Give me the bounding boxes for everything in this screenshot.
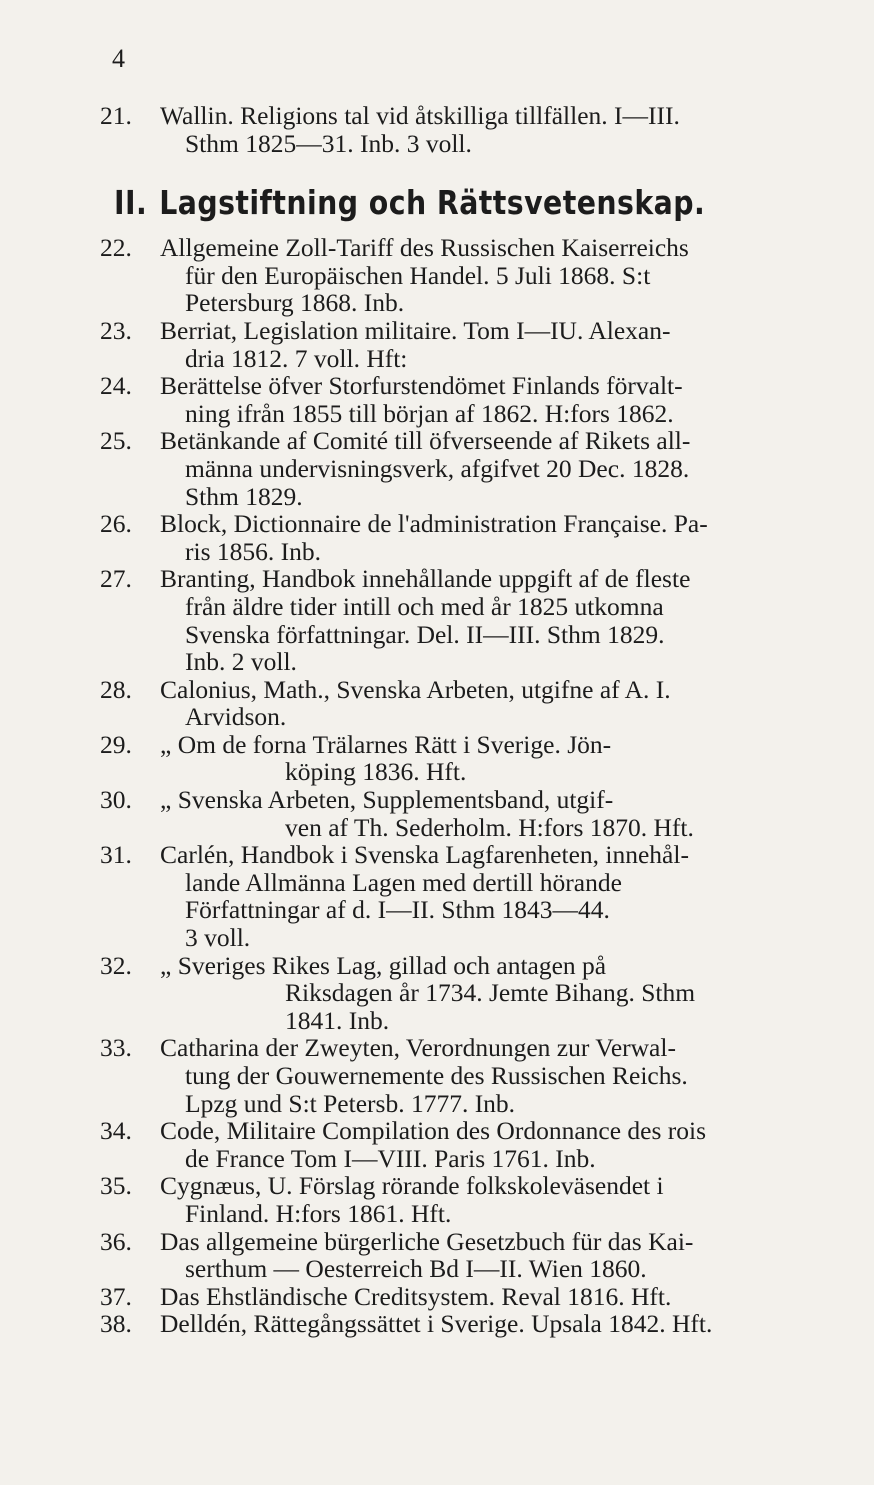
entry-number: 24. <box>100 371 132 401</box>
catalogue-entry-34 <box>100 1117 830 1172</box>
entry-line: Sthm 1829. <box>185 481 303 511</box>
entry-line: 3 voll. <box>185 923 251 953</box>
entry-line: Petersburg 1868. Inb. <box>185 288 405 318</box>
entry-line: Berättelse öfver Storfurstendömet Finlands förvalt- <box>160 371 683 401</box>
entry-line: serthum — Oesterreich Bd I—II. Wien 1860. <box>185 1254 647 1284</box>
entry-line: ning ifrån 1855 till början af 1862. H:fors 1862. <box>185 398 674 428</box>
entry-line: köping 1836. Hft. <box>285 757 467 787</box>
entry-line: „ Om de forna Trälarnes Rätt i Sverige. Jön- <box>160 729 612 759</box>
entry-number: 25. <box>100 426 132 456</box>
entry-number: 33. <box>100 1033 132 1063</box>
section-heading <box>114 183 730 222</box>
entry-line: Finland. H:fors 1861. Hft. <box>185 1198 452 1228</box>
entry-line: Berriat, Legislation militaire. Tom I—IU. Alexan- <box>160 315 671 345</box>
entry-line: Cygnæus, U. Förslag rörande folkskoleväsendet i <box>160 1171 664 1201</box>
catalogue-entry-37 <box>100 1283 830 1311</box>
entry-line: Allgemeine Zoll-Tariff des Russischen Kaiserreichs <box>160 233 689 263</box>
entry-number: 37. <box>100 1281 132 1311</box>
catalogue-entry-23 <box>100 317 830 372</box>
entry-number: 34. <box>100 1116 132 1146</box>
entry-number: 23. <box>100 315 132 345</box>
entry-number: 38. <box>100 1309 132 1339</box>
entry-line: de France Tom I—VIII. Paris 1761. Inb. <box>185 1143 596 1173</box>
catalogue-entry-21 <box>100 102 830 157</box>
section-title: Lagstiftning och Rättsvetenskap. <box>159 183 706 223</box>
entry-number: 31. <box>100 840 132 870</box>
entry-line: Lpzg und S:t Petersb. 1777. Inb. <box>185 1088 516 1118</box>
entry-number: 22. <box>100 233 132 263</box>
entry-line: „ Svenska Arbeten, Supplementsband, utgif- <box>160 785 614 815</box>
entry-number: 32. <box>100 950 132 980</box>
catalogue-entry-33 <box>100 1034 830 1117</box>
entry-line: Delldén, Rättegångssättet i Sverige. Upsala 1842. Hft. <box>160 1309 713 1339</box>
entry-line: männa undervisningsverk, afgifvet 20 Dec. 1828. <box>185 453 690 483</box>
catalogue-entry-35 <box>100 1172 830 1227</box>
page-number: 4 <box>112 44 125 73</box>
entry-number: 21. <box>100 101 132 130</box>
entry-number: 30. <box>100 785 132 815</box>
entry-line: Inb. 2 voll. <box>185 647 297 677</box>
entry-line: Das Ehstländische Creditsystem. Reval 1816. Hft. <box>160 1281 672 1311</box>
entry-line: Författningar af d. I—II. Sthm 1843—44. <box>185 895 610 925</box>
catalogue-entry-36 <box>100 1228 830 1283</box>
entry-line: für den Europäischen Handel. 5 Juli 1868. S:t <box>185 260 651 290</box>
entry-line: ven af Th. Sederholm. H:fors 1870. Hft. <box>285 812 694 842</box>
catalogue-entry-30 <box>100 786 830 841</box>
catalogue-entry-26 <box>100 510 830 565</box>
catalogue-entry-29 <box>100 731 830 786</box>
catalogue-entry-27 <box>100 565 830 675</box>
entry-line: från äldre tider intill och med år 1825 utkomna <box>185 591 664 621</box>
entry-line: Svenska författningar. Del. II—III. Sthm 1829. <box>185 619 665 649</box>
catalogue-entry-22 <box>100 234 830 317</box>
entry-line: „ Sveriges Rikes Lag, gillad och antagen på <box>160 950 607 980</box>
entry-number: 29. <box>100 729 132 759</box>
catalogue-entry-28 <box>100 676 830 731</box>
entry-list <box>100 102 830 1338</box>
catalogue-entry-32 <box>100 952 830 1035</box>
catalogue-entry-38 <box>100 1310 830 1338</box>
entry-line: tung der Gouwernemente des Russischen Reichs. <box>185 1061 688 1090</box>
section-numeral: II. <box>114 183 148 223</box>
entry-line: Das allgemeine bürgerliche Gesetzbuch für das Kai- <box>160 1226 694 1256</box>
entry-line: Code, Militaire Compilation des Ordonnance des rois <box>160 1116 707 1146</box>
catalogue-entry-31 <box>100 841 830 951</box>
entry-number: 36. <box>100 1226 132 1256</box>
entry-line: Block, Dictionnaire de l'administration Française. Pa- <box>160 509 708 539</box>
entry-line: Sthm 1825—31. Inb. 3 voll. <box>185 128 472 158</box>
entry-line: dria 1812. 7 voll. Hft: <box>185 343 408 373</box>
entry-number: 35. <box>100 1171 132 1201</box>
entry-number: 28. <box>100 674 132 704</box>
catalogue-entry-24 <box>100 372 830 427</box>
entry-line: Branting, Handbok innehållande uppgift af de fleste <box>160 564 691 594</box>
entry-line: Riksdagen år 1734. Jemte Bihang. Sthm <box>285 978 696 1008</box>
entry-number: 26. <box>100 509 132 539</box>
entry-line: ris 1856. Inb. <box>185 536 321 566</box>
entry-line: lande Allmänna Lagen med dertill hörande <box>185 867 622 897</box>
entry-line: Betänkande af Comité till öfverseende af Rikets all- <box>160 426 691 456</box>
entry-line: Calonius, Math., Svenska Arbeten, utgifne af A. I. <box>160 674 671 704</box>
entry-line: Wallin. Religions tal vid åtskilliga tillfällen. I—III. <box>160 101 680 130</box>
catalogue-entry-25 <box>100 427 830 510</box>
entry-line: Arvidson. <box>185 702 287 732</box>
entry-line: Carlén, Handbok i Svenska Lagfarenheten, innehål- <box>160 840 689 870</box>
entry-number: 27. <box>100 564 132 594</box>
entry-line: 1841. Inb. <box>285 1005 390 1035</box>
entry-line: Catharina der Zweyten, Verordnungen zur Verwal- <box>160 1033 676 1063</box>
